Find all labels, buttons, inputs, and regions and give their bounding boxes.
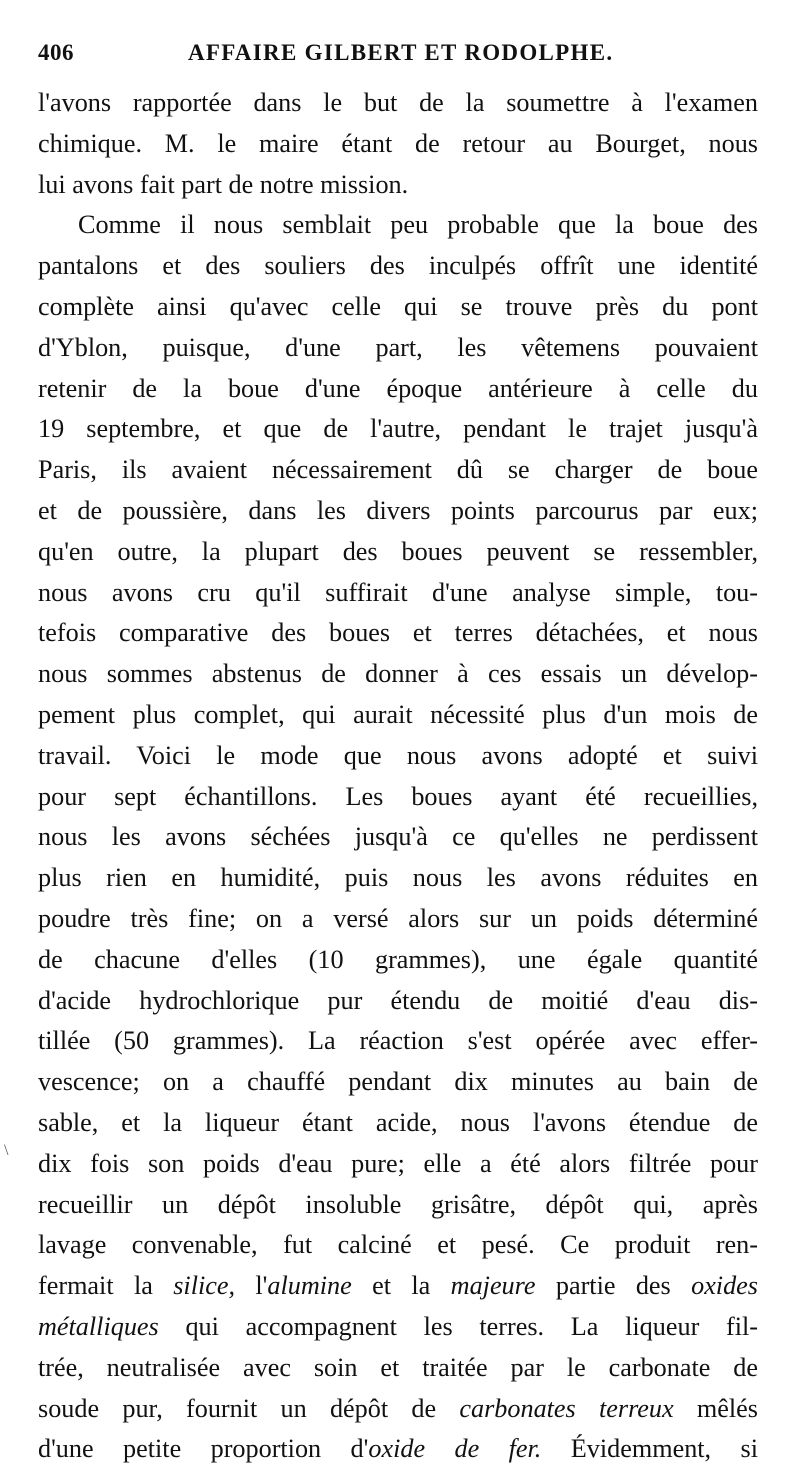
text-segment: qui accompagnent les terres. La liqueur fil- bbox=[158, 1311, 758, 1341]
text-segment: Évidemment, si bbox=[541, 1434, 758, 1464]
text-line bbox=[38, 205, 758, 246]
text-segment: Paris, ils avaient nécessairement dû se charger de boue bbox=[38, 455, 758, 485]
text-line bbox=[38, 165, 758, 206]
text-line bbox=[38, 1021, 758, 1062]
text-segment: et de poussière, dans les divers points parcourus par eux; bbox=[38, 495, 758, 525]
text-line bbox=[38, 369, 758, 410]
text-line bbox=[38, 1185, 758, 1226]
text-segment: d'Yblon, puisque, d'une part, les vêtemens pouvaient bbox=[38, 332, 758, 362]
italic-text: alumine bbox=[267, 1271, 352, 1301]
text-segment: soude pur, fournit un dépôt de bbox=[38, 1393, 460, 1423]
text-segment: nous les avons séchées jusqu'à ce qu'elles ne perdissent bbox=[38, 822, 758, 852]
text-line bbox=[38, 1266, 758, 1307]
text-line bbox=[38, 532, 758, 573]
text-segment: de chacune d'elles (10 grammes), une égale quantité bbox=[38, 944, 758, 974]
text-segment: qu'en outre, la plupart des boues peuvent se ressembler, bbox=[38, 536, 758, 566]
text-segment: partie des bbox=[535, 1271, 692, 1301]
text-segment: complète ainsi qu'avec celle qui se trouve près du pont bbox=[38, 291, 758, 321]
text-line bbox=[38, 1144, 758, 1185]
text-segment: chimique. M. le maire étant de retour au Bourget, nous bbox=[38, 128, 758, 158]
margin-mark: \ bbox=[4, 1142, 9, 1159]
italic-text: oxide de fer. bbox=[368, 1434, 542, 1464]
text-segment: retenir de la boue d'une époque antérieure à celle du bbox=[38, 373, 758, 403]
text-segment: lavage convenable, fut calciné et pesé. Ce produit ren- bbox=[38, 1230, 758, 1260]
text-segment: l' bbox=[235, 1271, 268, 1301]
text-line bbox=[38, 328, 758, 369]
italic-text: majeure bbox=[450, 1271, 536, 1301]
text-segment: dix fois son poids d'eau pure; elle a été alors filtrée pour bbox=[38, 1148, 758, 1178]
text-segment: et la bbox=[351, 1271, 451, 1301]
text-line bbox=[38, 777, 758, 818]
text-segment: plus rien en humidité, puis nous les avons réduites en bbox=[38, 863, 758, 893]
text-line bbox=[38, 1348, 758, 1389]
body-text bbox=[38, 83, 758, 1470]
text-line bbox=[38, 409, 758, 450]
text-segment: lui avons fait part de notre mission. bbox=[38, 169, 409, 199]
text-segment: 19 septembre, et que de l'autre, pendant le trajet jusqu'à bbox=[38, 414, 758, 444]
text-segment: Comme il nous semblait peu probable que la boue des bbox=[78, 210, 758, 240]
text-segment: travail. Voici le mode que nous avons adopté et suivi bbox=[38, 740, 758, 770]
text-line bbox=[38, 899, 758, 940]
text-line bbox=[38, 1225, 758, 1266]
text-line bbox=[38, 858, 758, 899]
text-line bbox=[38, 1062, 758, 1103]
text-segment: tillée (50 grammes). La réaction s'est opérée avec effer- bbox=[38, 1026, 758, 1056]
text-segment: nous sommes abstenus de donner à ces essais un dévelop- bbox=[38, 659, 758, 689]
text-line bbox=[38, 654, 758, 695]
page-header bbox=[38, 40, 758, 80]
italic-text: oxides bbox=[691, 1271, 758, 1301]
text-line bbox=[38, 450, 758, 491]
text-line bbox=[38, 613, 758, 654]
page-number: 406 bbox=[38, 40, 74, 65]
text-line bbox=[38, 1389, 758, 1430]
text-line bbox=[38, 1307, 758, 1348]
text-line bbox=[38, 817, 758, 858]
text-segment: tefois comparative des boues et terres détachées, et nous bbox=[38, 618, 758, 648]
text-segment: poudre très fine; on a versé alors sur un poids déterminé bbox=[38, 903, 758, 933]
text-segment: sable, et la liqueur étant acide, nous l'avons étendue de bbox=[38, 1107, 758, 1137]
text-line bbox=[38, 1429, 758, 1470]
text-line bbox=[38, 246, 758, 287]
text-segment: pement plus complet, qui aurait nécessité plus d'un mois de bbox=[38, 699, 758, 729]
text-segment: l'avons rapportée dans le but de la soumettre à l'examen bbox=[38, 88, 758, 117]
text-segment: vescence; on a chauffé pendant dix minutes au bain de bbox=[38, 1067, 758, 1097]
text-line bbox=[38, 573, 758, 614]
text-line bbox=[38, 491, 758, 532]
italic-text: carbonates terreux bbox=[459, 1393, 674, 1423]
italic-text: métalliques bbox=[38, 1311, 159, 1341]
text-line bbox=[38, 1103, 758, 1144]
text-segment: d'acide hydrochlorique pur étendu de moitié d'eau dis- bbox=[38, 985, 758, 1015]
text-line bbox=[38, 287, 758, 328]
text-segment: recueillir un dépôt insoluble grisâtre, dépôt qui, après bbox=[38, 1189, 758, 1219]
text-line bbox=[38, 940, 758, 981]
text-segment: fermait la bbox=[38, 1271, 174, 1301]
text-segment: trée, neutralisée avec soin et traitée par le carbonate de bbox=[38, 1352, 758, 1382]
text-line bbox=[38, 981, 758, 1022]
text-segment: nous avons cru qu'il suffirait d'une analyse simple, tou- bbox=[38, 577, 758, 607]
text-segment: pantalons et des souliers des inculpés offrît une identité bbox=[38, 251, 758, 281]
running-title: AFFAIRE GILBERT ET RODOLPHE. bbox=[188, 40, 614, 65]
text-segment: mêlés bbox=[673, 1393, 758, 1423]
text-line bbox=[38, 736, 758, 777]
text-segment: d'une petite proportion d' bbox=[38, 1434, 369, 1464]
italic-text: silice, bbox=[173, 1271, 236, 1301]
text-line bbox=[38, 124, 758, 165]
text-line bbox=[38, 695, 758, 736]
text-line bbox=[38, 83, 758, 124]
text-segment: pour sept échantillons. Les boues ayant été recueillies, bbox=[38, 781, 758, 811]
